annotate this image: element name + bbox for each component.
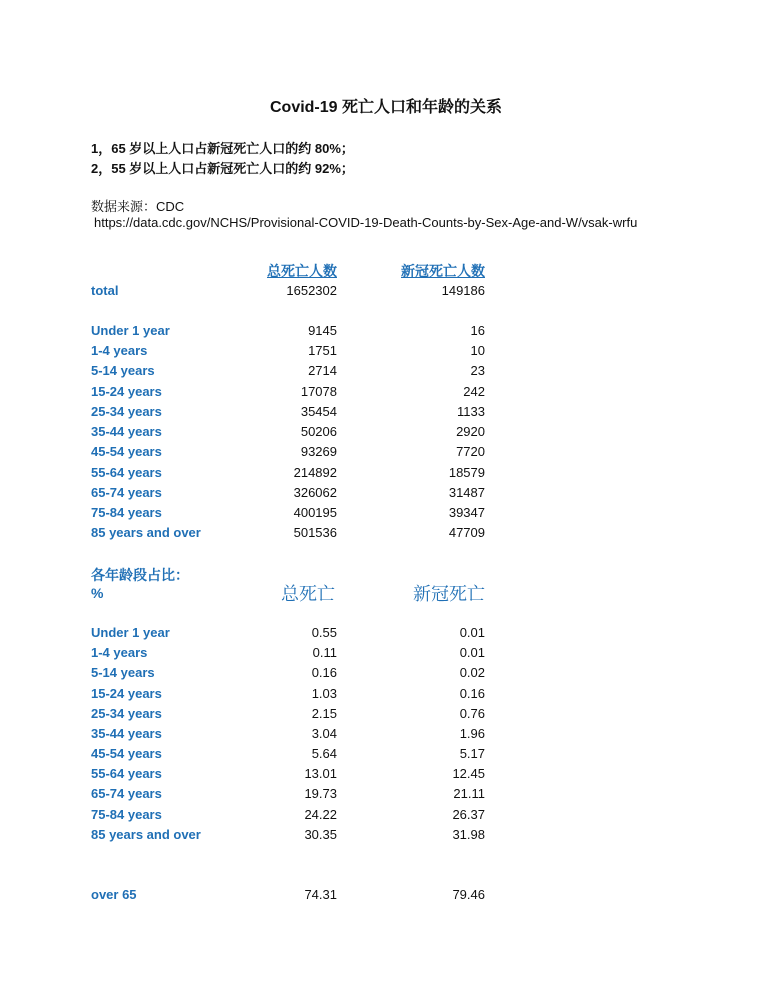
table-row <box>0 686 772 706</box>
row-label: 1-4 years <box>91 343 148 358</box>
covid-deaths-percent: 12.45 <box>452 766 485 781</box>
covid-deaths-value: 18579 <box>448 465 485 480</box>
row-label: total <box>91 283 119 298</box>
row-label: 25-34 years <box>91 706 162 721</box>
total-deaths-percent: 3.04 <box>311 726 337 741</box>
total-deaths-value: 1652302 <box>286 283 337 298</box>
table-row <box>0 625 772 645</box>
percent-unit-label: % <box>91 585 104 601</box>
total-deaths-value: 17078 <box>300 384 337 399</box>
table-row <box>0 726 772 746</box>
covid-deaths-value: 7720 <box>456 444 485 459</box>
row-label: 75-84 years <box>91 505 162 520</box>
covid-deaths-percent: 79.46 <box>452 887 485 902</box>
total-deaths-percent: 2.15 <box>311 706 337 721</box>
table-row <box>0 807 772 827</box>
note-2: 2，55 岁以上人口占新冠死亡人口的约 92%； <box>91 161 354 176</box>
row-label: 5-14 years <box>91 363 155 378</box>
table-row <box>0 424 772 444</box>
row-label: Under 1 year <box>91 625 170 640</box>
covid-deaths-value: 10 <box>470 343 485 358</box>
total-deaths-value: 35454 <box>300 404 337 419</box>
total-deaths-value: 400195 <box>293 505 337 520</box>
note-1: 1，65 岁以上人口占新冠死亡人口的约 80%； <box>91 141 354 156</box>
covid-deaths-value: 31487 <box>448 485 485 500</box>
covid-deaths-value: 39347 <box>448 505 485 520</box>
total-deaths-percent: 5.64 <box>311 746 337 761</box>
table-row <box>0 786 772 806</box>
table-row <box>0 766 772 786</box>
counts-header-covid-deaths: 新冠死亡人数 <box>401 263 485 279</box>
table-row <box>0 363 772 383</box>
percent-header-covid-deaths: 新冠死亡 <box>413 584 485 604</box>
source-url: https://data.cdc.gov/NCHS/Provisional-COVID-19-Death-Counts-by-Sex-Age-and-W/vsak-wrfu <box>94 215 638 230</box>
covid-deaths-percent: 0.16 <box>459 686 485 701</box>
covid-deaths-value: 2920 <box>456 424 485 439</box>
covid-deaths-percent: 5.17 <box>459 746 485 761</box>
counts-header-total-deaths: 总死亡人数 <box>267 263 337 279</box>
row-label: 35-44 years <box>91 726 162 741</box>
table-row <box>0 384 772 404</box>
row-label: 65-74 years <box>91 786 162 801</box>
total-deaths-percent: 30.35 <box>304 827 337 842</box>
table-row <box>0 827 772 847</box>
total-deaths-value: 50206 <box>300 424 337 439</box>
total-deaths-percent: 24.22 <box>304 807 337 822</box>
row-label: 85 years and over <box>91 525 201 540</box>
row-label: 55-64 years <box>91 766 162 781</box>
table-row <box>0 465 772 485</box>
table-row <box>0 645 772 665</box>
row-label: 85 years and over <box>91 827 201 842</box>
percent-section-label: 各年龄段占比： <box>91 567 189 583</box>
covid-deaths-percent: 1.96 <box>459 726 485 741</box>
covid-deaths-percent: 0.76 <box>459 706 485 721</box>
table-row <box>0 485 772 505</box>
percent-header-total-deaths: 总死亡 <box>281 584 335 604</box>
total-deaths-value: 501536 <box>293 525 337 540</box>
row-label: 15-24 years <box>91 686 162 701</box>
covid-deaths-percent: 21.11 <box>453 786 485 801</box>
summary-row-over-65 <box>0 887 772 907</box>
total-deaths-percent: 19.73 <box>304 786 337 801</box>
total-deaths-value: 2714 <box>308 363 337 378</box>
covid-deaths-value: 16 <box>470 323 485 338</box>
total-deaths-percent: 0.55 <box>311 625 337 640</box>
covid-deaths-percent: 26.37 <box>452 807 485 822</box>
total-deaths-value: 9145 <box>308 323 337 338</box>
row-label: 5-14 years <box>91 665 155 680</box>
table-row <box>0 323 772 343</box>
covid-deaths-value: 23 <box>470 363 485 378</box>
covid-deaths-percent: 0.01 <box>459 625 485 640</box>
covid-deaths-percent: 31.98 <box>452 827 485 842</box>
total-deaths-percent: 0.16 <box>311 665 337 680</box>
total-deaths-percent: 74.31 <box>304 887 337 902</box>
table-row <box>0 505 772 525</box>
counts-total-row <box>0 283 772 303</box>
total-deaths-value: 93269 <box>300 444 337 459</box>
total-deaths-percent: 1.03 <box>311 686 337 701</box>
total-deaths-percent: 0.11 <box>312 645 337 660</box>
covid-deaths-value: 242 <box>463 384 485 399</box>
row-label: 15-24 years <box>91 384 162 399</box>
covid-deaths-value: 149186 <box>441 283 485 298</box>
table-row <box>0 665 772 685</box>
table-row <box>0 525 772 545</box>
row-label: 1-4 years <box>91 645 148 660</box>
row-label: 55-64 years <box>91 465 162 480</box>
row-label: 35-44 years <box>91 424 162 439</box>
table-row <box>0 404 772 424</box>
total-deaths-value: 326062 <box>293 485 337 500</box>
covid-deaths-value: 1133 <box>457 404 485 419</box>
table-row <box>0 444 772 464</box>
total-deaths-percent: 13.01 <box>304 766 337 781</box>
total-deaths-value: 1751 <box>308 343 337 358</box>
row-label: 25-34 years <box>91 404 162 419</box>
covid-deaths-value: 47709 <box>448 525 485 540</box>
row-label: 45-54 years <box>91 444 162 459</box>
covid-deaths-percent: 0.01 <box>459 645 485 660</box>
document-title: Covid-19 死亡人口和年龄的关系 <box>269 99 503 116</box>
row-label: Under 1 year <box>91 323 170 338</box>
covid-deaths-percent: 0.02 <box>459 665 485 680</box>
table-row <box>0 746 772 766</box>
row-label: 45-54 years <box>91 746 162 761</box>
row-label: over 65 <box>91 887 137 902</box>
row-label: 75-84 years <box>91 807 162 822</box>
table-row <box>0 706 772 726</box>
total-deaths-value: 214892 <box>293 465 337 480</box>
row-label: 65-74 years <box>91 485 162 500</box>
table-row <box>0 343 772 363</box>
source-label: 数据来源：CDC <box>91 199 185 214</box>
